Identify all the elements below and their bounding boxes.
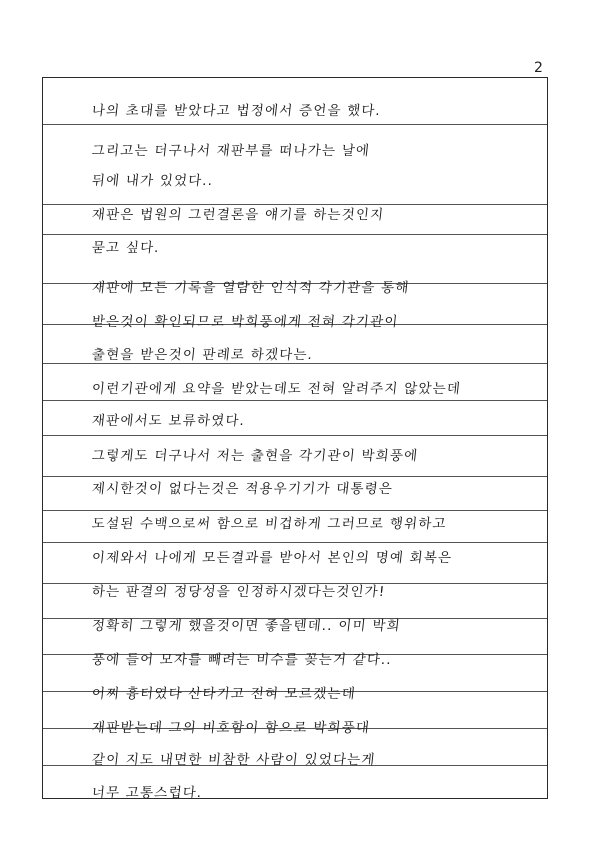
ruled-line xyxy=(43,400,547,401)
handwritten-line: 정확히 그렇게 했을것이면 좋을텐데.. 이미 박희 xyxy=(90,618,402,634)
ruled-line xyxy=(43,542,547,543)
ruled-line xyxy=(43,363,547,364)
handwritten-line: 묻고 싶다. xyxy=(90,240,161,256)
page-number: 2 xyxy=(534,60,543,76)
ruled-line xyxy=(43,510,547,511)
handwritten-line: 어찌 흉터였다 산타기고 전혀 모르겠는데 xyxy=(90,686,357,702)
handwritten-line: 출현을 받은것이 판례로 하겠다는. xyxy=(90,347,314,363)
handwritten-line: 재판에서도 보류하였다. xyxy=(90,413,247,429)
handwritten-line: 이제와서 나에게 모든결과를 받아서 본인의 명예 회복은 xyxy=(90,550,454,566)
ruled-line xyxy=(43,234,547,235)
handwritten-line: 나의 초대를 받았다고 법정에서 증언을 했다. xyxy=(90,103,382,119)
handwritten-line: 풍에 들어 모자를 빼려는 비수를 꽂는거 같다.. xyxy=(90,652,393,668)
handwritten-line: 재판은 법원의 그런결론을 얘기를 하는것인지 xyxy=(90,207,386,223)
handwritten-line: 너무 고통스럽다. xyxy=(90,785,204,801)
handwritten-line: 이런기관에게 요약을 받았는데도 전혀 알려주지 않았는데 xyxy=(90,381,462,397)
handwritten-line: 그리고는 더구나서 재판부를 떠나가는 날에 xyxy=(90,143,371,159)
handwritten-line: 도설된 수백으로써 함으로 비겁하게 그러므로 행위하고 xyxy=(90,516,448,532)
handwritten-line: 뒤에 내가 있었다.. xyxy=(90,173,215,189)
handwritten-line: 그렇게도 더구나서 저는 출현을 각기관이 박희풍에 xyxy=(90,448,420,464)
handwritten-line: 하는 판결의 정당성을 인정하시겠다는것인가! xyxy=(90,584,387,600)
handwritten-line: 재판받는데 그의 비호함이 함으로 박희풍대 xyxy=(90,720,371,736)
handwritten-line: 재판에 모든 기록을 열람한 인식적 각기관을 통해 xyxy=(90,280,411,296)
handwritten-line: 받은것이 확인되므로 박희풍에게 전혀 각기관이 xyxy=(90,314,400,330)
handwritten-line: 같이 지도 내면한 비참한 사람이 있었다는게 xyxy=(90,752,377,768)
ruled-line xyxy=(43,124,547,125)
handwritten-line: 제시한것이 없다는것은 적용우기기가 대통령은 xyxy=(90,481,394,497)
ruled-line xyxy=(43,435,547,436)
